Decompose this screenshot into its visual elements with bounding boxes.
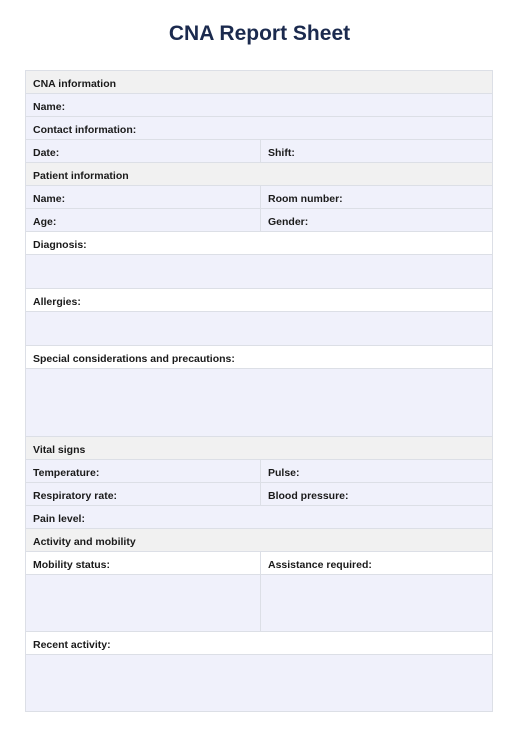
vitals-section-row xyxy=(26,437,492,460)
pulse-field[interactable]: Pulse: xyxy=(260,460,492,482)
activity-section-heading: Activity and mobility xyxy=(26,529,492,551)
room-number-field[interactable]: Room number: xyxy=(260,186,492,208)
cna-date-shift-row xyxy=(26,140,492,163)
cna-contact-row xyxy=(26,117,492,140)
allergies-label-row xyxy=(26,289,492,312)
special-label-row xyxy=(26,346,492,369)
assistance-required-label: Assistance required: xyxy=(260,552,492,574)
pain-level-row xyxy=(26,506,492,529)
cna-section-heading: CNA information xyxy=(26,71,492,93)
special-considerations-input[interactable] xyxy=(26,369,492,436)
cna-name-field[interactable]: Name: xyxy=(26,94,492,116)
recent-activity-input[interactable] xyxy=(26,655,492,711)
special-considerations-label: Special considerations and precautions: xyxy=(26,346,492,368)
temperature-field[interactable]: Temperature: xyxy=(26,460,260,482)
blood-pressure-field[interactable]: Blood pressure: xyxy=(260,483,492,505)
mobility-assistance-label-row xyxy=(26,552,492,575)
respiratory-bp-row xyxy=(26,483,492,506)
patient-name-field[interactable]: Name: xyxy=(26,186,260,208)
diagnosis-input-row xyxy=(26,255,492,289)
mobility-status-label: Mobility status: xyxy=(26,552,260,574)
cna-name-row xyxy=(26,94,492,117)
recent-activity-label: Recent activity: xyxy=(26,632,492,654)
recent-activity-input-row xyxy=(26,655,492,711)
page-title: CNA Report Sheet xyxy=(168,22,351,45)
recent-activity-label-row xyxy=(26,632,492,655)
diagnosis-label-row xyxy=(26,232,492,255)
diagnosis-input[interactable] xyxy=(26,255,492,288)
patient-section-heading: Patient information xyxy=(26,163,492,185)
allergies-input[interactable] xyxy=(26,312,492,345)
vitals-section-heading: Vital signs xyxy=(26,437,492,459)
allergies-input-row xyxy=(26,312,492,346)
mobility-status-input[interactable] xyxy=(26,575,260,631)
cna-contact-field[interactable]: Contact information: xyxy=(26,117,492,139)
report-form xyxy=(25,70,493,712)
patient-name-room-row xyxy=(26,186,492,209)
special-input-row xyxy=(26,369,492,437)
temperature-pulse-row xyxy=(26,460,492,483)
gender-field[interactable]: Gender: xyxy=(260,209,492,231)
patient-age-gender-row xyxy=(26,209,492,232)
activity-section-row xyxy=(26,529,492,552)
respiratory-rate-field[interactable]: Respiratory rate: xyxy=(26,483,260,505)
cna-shift-field[interactable]: Shift: xyxy=(260,140,492,162)
mobility-assistance-input-row xyxy=(26,575,492,632)
cna-date-field[interactable]: Date: xyxy=(26,140,260,162)
allergies-label: Allergies: xyxy=(26,289,492,311)
cna-section-row xyxy=(26,71,492,94)
diagnosis-label: Diagnosis: xyxy=(26,232,492,254)
assistance-required-input[interactable] xyxy=(260,575,492,631)
pain-level-field[interactable]: Pain level: xyxy=(26,506,492,528)
age-field[interactable]: Age: xyxy=(26,209,260,231)
patient-section-row xyxy=(26,163,492,186)
